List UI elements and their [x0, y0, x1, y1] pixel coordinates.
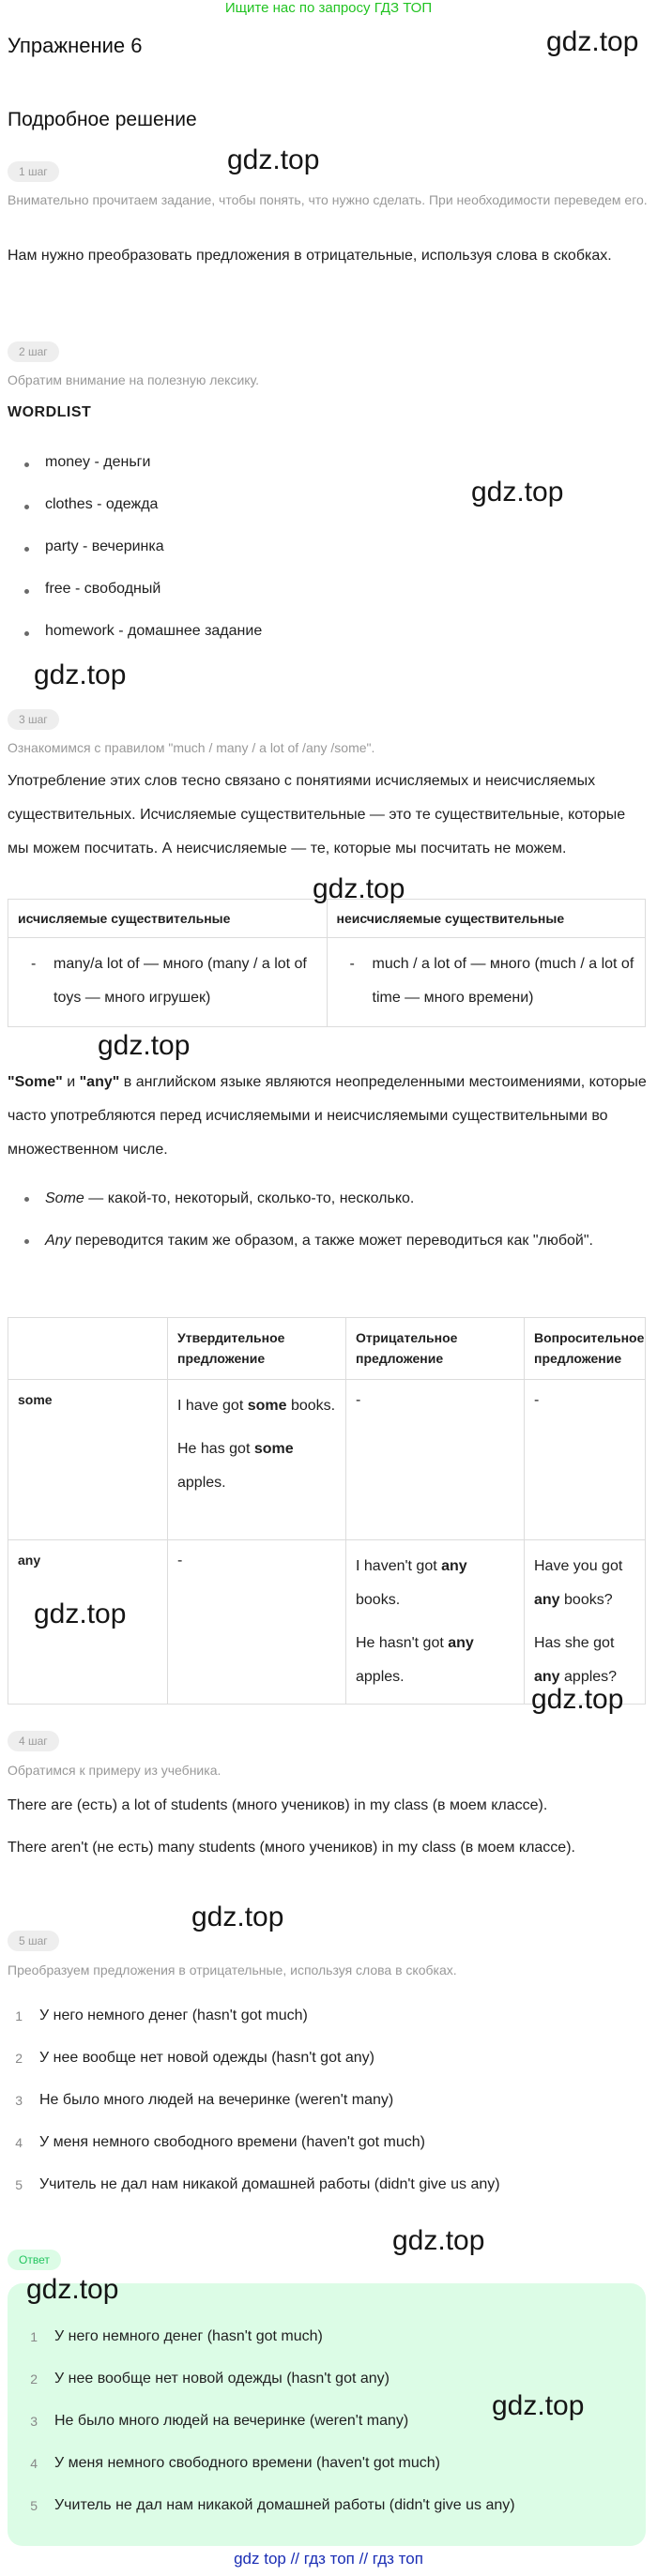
answer-item: Не было много людей на вечеринке (weren't many): [54, 2413, 409, 2429]
example-2: There aren't (не есть) many students (много учеников) in my class (в моем классе).: [8, 1840, 575, 1856]
wordlist-item: homework - домашнее задание: [45, 623, 262, 640]
step-1-label: 1 шаг: [8, 161, 59, 182]
any-bullet: Any переводится таким же образом, а также может переводиться как "любой".: [45, 1224, 627, 1258]
list-number: 5: [30, 2498, 38, 2513]
list-item: У нее вообще нет новой одежды (hasn't got any): [39, 2050, 374, 2066]
wordlist-title: WORDLIST: [8, 404, 92, 420]
watermark: gdz.top: [492, 2390, 585, 2421]
watermark: gdz.top: [26, 2274, 119, 2305]
table-header: исчисляемые существительные: [8, 900, 328, 938]
step-3-note: Ознакомимся с правилом "much / many / a lot of /any /some".: [8, 740, 375, 755]
list-number: 2: [30, 2371, 38, 2387]
answer-label: Ответ: [8, 2250, 61, 2270]
wordlist-item: party - вечеринка: [45, 538, 164, 555]
bullet-icon: [24, 589, 29, 594]
bullet-icon: [24, 631, 29, 636]
list-item: У меня немного свободного времени (haven't got much): [39, 2134, 425, 2150]
bullet-icon: [24, 462, 29, 467]
watermark: gdz.top: [98, 1030, 191, 1061]
answer-item: У меня немного свободного времени (haven't got much): [54, 2455, 440, 2471]
step-2-note: Обратим внимание на полезную лексику.: [8, 372, 260, 387]
step-5-list: [8, 2008, 646, 2214]
dash-bullet: -: [349, 956, 355, 972]
list-item: У него немного денег (hasn't got much): [39, 2008, 308, 2023]
watermark: gdz.top: [313, 873, 405, 904]
bullet-icon: [24, 1197, 29, 1202]
table-header: Вопросительное предложение: [525, 1318, 646, 1380]
wordlist-item: clothes - одежда: [45, 496, 158, 513]
list-number: 3: [15, 2093, 23, 2108]
table-header: Утвердительное предложение: [168, 1318, 346, 1380]
list-number: 2: [15, 2051, 23, 2066]
dash-bullet: -: [31, 956, 37, 972]
table-header: неисчисляемые существительные: [327, 900, 646, 938]
answer-list: [23, 2328, 642, 2535]
list-number: 4: [15, 2135, 23, 2150]
table-cell: - much / a lot of — много (much / a lot of time — много времени): [327, 938, 646, 1027]
wordlist-item: free - свободный: [45, 581, 160, 598]
some-any-table: [8, 1317, 646, 1705]
row-header: any: [8, 1540, 168, 1705]
step-4-note: Обратимся к примеру из учебника.: [8, 1763, 222, 1778]
step-5-note: Преобразуем предложения в отрицательные, используя слова в скобках.: [8, 1962, 457, 1977]
wordlist-item: money - деньги: [45, 454, 150, 471]
list-number: 4: [30, 2456, 38, 2471]
watermark: gdz.top: [34, 659, 127, 690]
step-3-label: 3 шаг: [8, 709, 59, 730]
example-1: There are (есть) a lot of students (много учеников) in my class (в моем классе).: [8, 1797, 548, 1813]
watermark: gdz.top: [546, 26, 639, 57]
bullet-icon: [24, 505, 29, 509]
bullet-icon: [24, 547, 29, 552]
step-1-note: Внимательно прочитаем задание, чтобы понять, что нужно сделать. При необходимости переведем его.: [8, 192, 648, 207]
some-any-paragraph: "Some" и "any" в английском языке являются неопределенными местоимениями, которые часто употребляются перед исчисляемыми и неисчисляемыми существительными во множественном числе.: [8, 1074, 647, 1158]
answer-item: У нее вообще нет новой одежды (hasn't got any): [54, 2371, 390, 2387]
table-cell: [8, 1318, 168, 1380]
list-number: 3: [30, 2414, 38, 2429]
table-cell: I haven't got any books. He hasn't got any apples.: [346, 1540, 525, 1705]
countable-table: [8, 899, 646, 1027]
section-title: Подробное решение: [8, 109, 197, 130]
step-3-text: Употребление этих слов тесно связано с понятиями исчисляемых и неисчисляемых существительных. Исчисляемые существительные — это те существительные, которые мы можем посчитать. А неисчисляемые — те, которые мы посчитать не можем.: [8, 773, 626, 856]
table-header: Отрицательное предложение: [346, 1318, 525, 1380]
list-number: 1: [30, 2329, 38, 2344]
list-number: 1: [15, 2008, 23, 2023]
table-cell: - many/a lot of — много (many / a lot of toys — много игрушек): [8, 938, 328, 1027]
step-1-text: Нам нужно преобразовать предложения в отрицательные, используя слова в скобках.: [8, 248, 612, 264]
exercise-title: Упражнение 6: [8, 34, 143, 57]
table-cell: I have got some books. He has got some apples.: [168, 1380, 346, 1540]
some-bullet: Some — какой-то, некоторый, сколько-то, несколько.: [45, 1182, 627, 1216]
step-2-label: 2 шаг: [8, 341, 59, 362]
watermark: gdz.top: [471, 477, 564, 508]
table-cell: Have you got any books? Has she got any apples?: [525, 1540, 646, 1705]
top-banner[interactable]: Ищите нас по запросу ГДЗ ТОП: [224, 0, 433, 16]
table-cell: -: [525, 1380, 646, 1540]
row-header: some: [8, 1380, 168, 1540]
list-number: 5: [15, 2177, 23, 2192]
answer-item: У него немного денег (hasn't got much): [54, 2328, 323, 2344]
list-item: Не было много людей на вечеринке (weren't many): [39, 2092, 394, 2108]
answer-item: Учитель не дал нам никакой домашней работы (didn't give us any): [54, 2497, 515, 2513]
footer-links[interactable]: gdz top // гдз топ // гдз топ: [234, 2550, 423, 2568]
watermark: gdz.top: [191, 1902, 284, 1932]
step-5-label: 5 шаг: [8, 1931, 59, 1951]
watermark: gdz.top: [531, 1684, 624, 1715]
table-cell: -: [168, 1540, 346, 1705]
watermark: gdz.top: [392, 2225, 485, 2256]
bullet-icon: [24, 1239, 29, 1244]
watermark: gdz.top: [227, 144, 320, 175]
table-cell: -: [346, 1380, 525, 1540]
list-item: Учитель не дал нам никакой домашней работы (didn't give us any): [39, 2176, 500, 2192]
watermark: gdz.top: [34, 1599, 127, 1629]
step-4-label: 4 шаг: [8, 1731, 59, 1751]
